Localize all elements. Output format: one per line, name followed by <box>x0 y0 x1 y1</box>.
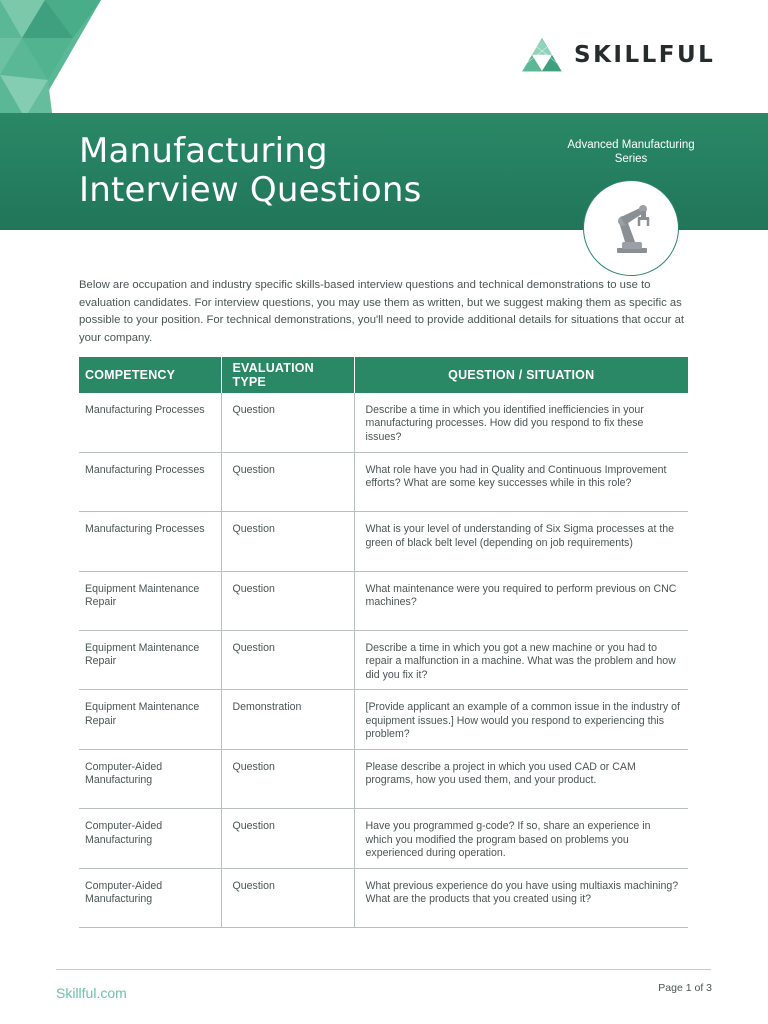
table-header-row <box>79 357 688 393</box>
cell-question: What role have you had in Quality and Continuous Improvement efforts? What are some key successes while in this role? <box>354 452 688 511</box>
robotic-arm-icon <box>601 198 661 258</box>
intro-paragraph: Below are occupation and industry specific skills-based interview questions and technical demonstrations to use to evaluation candidates. For interview questions, you may use them as written, but we suggest making them as specific as possible to your position. For technical demonstrations, you'll need to provide additional details for situations that occur at your company. <box>79 279 684 344</box>
robot-badge <box>583 180 679 276</box>
cell-question: What is your level of understanding of Six Sigma processes at the green of black belt level (depending on job requirements) <box>354 512 688 571</box>
page-title <box>79 132 422 210</box>
brand-name: SKILLFUL <box>574 42 716 68</box>
cell-evaluation-type: Question <box>221 571 354 630</box>
title-line-2: Interview Questions <box>79 170 422 210</box>
header-question-situation: QUESTION / SITUATION <box>354 357 688 393</box>
cell-competency: Equipment Maintenance Repair <box>79 571 221 630</box>
page-number: Page 1 of 3 <box>658 982 712 994</box>
cell-competency: Computer-Aided Manufacturing <box>79 809 221 868</box>
cell-question: Have you programmed g-code? If so, share an experience in which you modified the program based on problems you experienced during operation. <box>354 809 688 868</box>
table-row <box>79 512 688 571</box>
series-line-2: Series <box>614 153 648 165</box>
table-row <box>79 571 688 630</box>
skillful-website-link[interactable]: Skillful.com <box>56 985 127 1001</box>
footer-divider <box>56 969 711 970</box>
cell-competency: Manufacturing Processes <box>79 512 221 571</box>
series-label <box>560 138 702 166</box>
table-row <box>79 452 688 511</box>
series-line-1: Advanced Manufacturing <box>567 139 695 151</box>
cell-question: What maintenance were you required to perform previous on CNC machines? <box>354 571 688 630</box>
header-competency: COMPETENCY <box>79 357 221 393</box>
triangle-mesh-logo-icon <box>522 38 572 72</box>
cell-competency: Equipment Maintenance Repair <box>79 690 221 749</box>
table-row <box>79 631 688 690</box>
cell-evaluation-type: Question <box>221 631 354 690</box>
table-row <box>79 868 688 927</box>
cell-evaluation-type: Question <box>221 393 354 452</box>
cell-evaluation-type: Question <box>221 749 354 808</box>
cell-question: Please describe a project in which you used CAD or CAM programs, how you used them, and your product. <box>354 749 688 808</box>
cell-evaluation-type: Question <box>221 512 354 571</box>
cell-competency: Manufacturing Processes <box>79 452 221 511</box>
header-evaluation-type: EVALUATION TYPE <box>221 357 354 393</box>
cell-question: [Provide applicant an example of a common issue in the industry of equipment issues.] How would you respond to experiencing this problem? <box>354 690 688 749</box>
cell-evaluation-type: Question <box>221 809 354 868</box>
cell-competency: Computer-Aided Manufacturing <box>79 749 221 808</box>
skillful-logo <box>522 38 715 72</box>
table-row <box>79 809 688 868</box>
cell-competency: Equipment Maintenance Repair <box>79 631 221 690</box>
cell-evaluation-type: Demonstration <box>221 690 354 749</box>
interview-questions-table <box>79 357 688 928</box>
title-line-1: Manufacturing <box>79 131 328 171</box>
cell-question: What previous experience do you have using multiaxis machining? What are the products that you created using it? <box>354 868 688 927</box>
table-row <box>79 749 688 808</box>
cell-question: Describe a time in which you identified inefficiencies in your manufacturing processes. How did you respond to fix these issues? <box>354 393 688 452</box>
cell-evaluation-type: Question <box>221 868 354 927</box>
table-row <box>79 690 688 749</box>
cell-evaluation-type: Question <box>221 452 354 511</box>
cell-competency: Computer-Aided Manufacturing <box>79 868 221 927</box>
cell-question: Describe a time in which you got a new machine or you had to repair a malfunction in a machine. What was the problem and how did you fix it? <box>354 631 688 690</box>
cell-competency: Manufacturing Processes <box>79 393 221 452</box>
table-row <box>79 393 688 452</box>
